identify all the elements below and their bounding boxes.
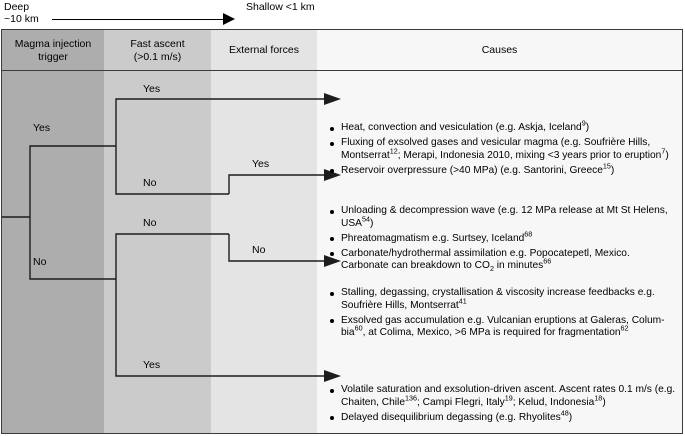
depth-shallow-label bbox=[246, 1, 315, 13]
cause-bullet-item: Stalling, degassing, crystallisation & viscosity increase feedbacks e.g. Soufrière Hills, Montserrat$^{41}$ bbox=[328, 287, 680, 312]
cause-bullet-item: Heat, convection and vesiculation (e.g. Askja, Iceland$^9$) bbox=[328, 122, 680, 135]
header-line-1: Causes bbox=[481, 44, 518, 56]
branch-label-fast-ascent-no-bottom: No bbox=[143, 217, 157, 229]
header-line-1: External forces bbox=[228, 44, 300, 56]
cause-group-external-forces-yes bbox=[328, 205, 680, 273]
column-header-magma-injection-trigger bbox=[2, 30, 104, 71]
column-header-external-forces bbox=[211, 30, 317, 71]
flowchart-table bbox=[1, 29, 683, 434]
depth-shallow-value: <1 km bbox=[285, 1, 315, 13]
cause-bullet-item: Phreatomagmatism e.g. Surtsey, Iceland$^{68}$ bbox=[328, 233, 680, 246]
column-header-causes bbox=[317, 30, 682, 71]
column-header-fast-ascent bbox=[104, 30, 211, 71]
table-header-row bbox=[2, 30, 682, 71]
branch-label-trigger-yes: Yes bbox=[33, 122, 51, 134]
depth-deep-label bbox=[4, 1, 39, 25]
cause-bullet-item: Carbonate/hydrothermal assimilation e.g. Popocatepetl, Mexico. Carbonate can breakdown to $CO_2$ in minutes$^{66}$ bbox=[328, 248, 680, 273]
cause-group-no-trigger-fast-ascent-yes bbox=[328, 384, 680, 424]
flowchart-body bbox=[2, 71, 682, 433]
cause-bullet-item: Exsolved gas accumulation e.g. Vulcanian eruptions at Galeras, Colum-bia$^{60}$, at Colima, Mexico, >6 MPa is required for fragmentation$^{62}$ bbox=[328, 315, 680, 340]
depth-axis-line bbox=[52, 19, 227, 20]
branch-label-fast-ascent-yes-top: Yes bbox=[143, 83, 161, 95]
cause-bullet-item: Unloading & decompression wave (e.g. 12 MPa release at Mt St Helens, USA$^{54}$) bbox=[328, 205, 680, 230]
depth-axis bbox=[0, 0, 685, 28]
branch-label-fast-ascent-no-top: No bbox=[143, 177, 157, 189]
cause-bullet-item: Delayed disequilibrium degassing (e.g. Rhyolites$^{48}$) bbox=[328, 412, 680, 425]
branch-label-trigger-no: No bbox=[33, 256, 47, 268]
cause-bullet-item: Reservoir overpressure (>40 MPa) (e.g. Santorini, Greece$^{15}$) bbox=[328, 165, 680, 178]
cause-bullet-item: Fluxing of exsolved gases and vesicular magma (e.g. Soufrière Hills, Montserrat$^{12}$; Merapi, Indonesia 2010, mixing <3 years prior to eruption$^7$) bbox=[328, 137, 680, 162]
right-arrow-icon bbox=[223, 13, 235, 25]
header-line-2: trigger bbox=[38, 50, 68, 63]
header-line-1: Magma injection bbox=[14, 37, 92, 50]
branch-label-external-forces-no: No bbox=[252, 244, 266, 256]
depth-deep-title: Deep bbox=[4, 1, 30, 13]
header-line-1: Fast ascent bbox=[130, 37, 185, 50]
header-line-2: (>0.1 m/s) bbox=[133, 50, 182, 63]
branch-label-fast-ascent-yes-bottom: Yes bbox=[143, 359, 161, 371]
depth-shallow-title: Shallow bbox=[246, 1, 283, 13]
branch-label-external-forces-yes: Yes bbox=[252, 158, 270, 170]
cause-bullet-item: Volatile saturation and exsolution-driven ascent. Ascent rates 0.1 m/s (e.g. Chaiten, Chile$^{136}$; Campi Flegri, Italy$^{19}$; Kelud, Indonesia$^{18}$) bbox=[328, 384, 680, 409]
cause-group-external-forces-no bbox=[328, 287, 680, 340]
depth-deep-value: ~10 km bbox=[4, 13, 39, 25]
cause-group-fast-ascent-yes bbox=[328, 118, 680, 177]
